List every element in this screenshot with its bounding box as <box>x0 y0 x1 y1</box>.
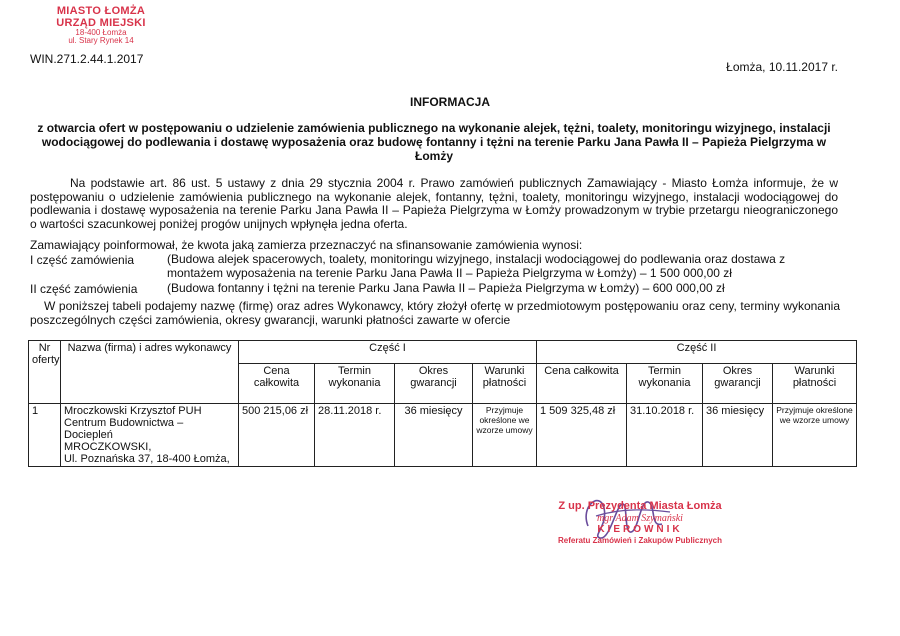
cell-p1-warranty: 36 miesięcy <box>395 404 473 467</box>
signature-stamp-line: Z up. Prezydenta Miasta Łomża <box>558 500 722 512</box>
stamp-line: URZĄD MIEJSKI <box>56 16 146 29</box>
contractor-line: Ul. Poznańska 37, 18-400 Łomża, <box>64 453 230 465</box>
header-part1: Część I <box>239 341 537 364</box>
document-date: Łomża, 10.11.2017 r. <box>726 60 838 74</box>
table-header-row <box>29 341 857 364</box>
signature-stamp <box>540 500 740 545</box>
document-subject: z otwarcia ofert w postępowaniu o udzielenie zamówienia publicznego na wykonanie alejek, tężni, toalety, monitoringu wizyjnego, instalacji wodociągowej do podlewania i dostawę wyposażenia oraz budowę fontanny i tężni na terenie Parku Jana Pawła II – Papieża Pielgrzyma w Łomży <box>37 121 831 163</box>
header-p1-price: Cena całkowita <box>239 364 315 404</box>
header-contractor: Nazwa (firma) i adres wykonawcy <box>61 341 239 404</box>
header-p1-term: Termin wykonania <box>315 364 395 404</box>
header-part2: Część II <box>537 341 857 364</box>
header-p2-warranty: Okres gwarancji <box>703 364 773 404</box>
header-p2-term: Termin wykonania <box>627 364 703 404</box>
signature-stamp-line: KIEROWNIK <box>597 524 683 536</box>
cell-offer-number: 1 <box>29 404 61 467</box>
cell-p2-warranty: 36 miesięcy <box>703 404 773 467</box>
signature-stamp-line: mgr Adam Szymański <box>597 512 683 524</box>
header-p2-payment: Warunki płatności <box>773 364 857 404</box>
cell-p1-term: 28.11.2018 r. <box>315 404 395 467</box>
cell-p2-price: 1 509 325,48 zł <box>537 404 627 467</box>
table-intro-paragraph: W poniższej tabeli podajemy nazwę (firmę) oraz adres Wykonawcy, który złożył ofertę w przedmiotowym postępowaniu oraz ceny, terminy wykonania poszczególnych części zamówienia, okresy gwarancji, warunki płatności zawarte w ofercie <box>30 299 840 327</box>
part1-description: (Budowa alejek spacerowych, toalety, monitoringu wizyjnego, instalacji wodociągowej do podlewania oraz dostawa z montażem wyposażenia na terenie Parku Jana Pawła II – Papieża Pielgrzyma w Łomży) – 1 500 000,00 zł <box>167 252 786 280</box>
intro-paragraph: Na podstawie art. 86 ust. 5 ustawy z dnia 29 stycznia 2004 r. Prawo zamówień publicznych Zamawiający - Miasto Łomża informuje, że w postępowaniu o udzielenie zamówienia publicznego na wykonanie alejek, fontanny, tężni, toalety, monitoringu wizyjnego, instalacji wodociągowej do podlewania i dostawę wyposażenia na terenie Parku Jana Pawła II – Papieża Pielgrzyma w Łomży prowadzonym w trybie przetargu nieograniczonego o wartości szacunkowej poniżej progów unijnych wpłynęła jedna oferta. <box>30 176 838 231</box>
part2-label: II część zamówienia <box>30 282 138 296</box>
signature-stamp-line: Referatu Zamówień i Zakupów Publicznych <box>557 535 723 545</box>
office-stamp <box>40 6 162 46</box>
cell-p2-term: 31.10.2018 r. <box>627 404 703 467</box>
stamp-line: MIASTO ŁOMŻA <box>56 5 146 17</box>
header-offer-number: Nr oferty <box>29 341 61 404</box>
part2-description: (Budowa fontanny i tężni na terenie Parku Jana Pawła II – Papieża Pielgrzyma w Łomży) – 600 000,00 zł <box>167 281 725 295</box>
header-p1-warranty: Okres gwarancji <box>395 364 473 404</box>
offers-table <box>28 340 857 467</box>
cell-p1-payment: Przyjmuje określone we wzorze umowy <box>473 404 537 467</box>
part1-label: I część zamówienia <box>30 253 135 267</box>
contractor-line: Mroczkowski Krzysztof PUH <box>64 405 202 417</box>
cell-p2-payment: Przyjmuje określone we wzorze umowy <box>773 404 857 467</box>
funding-intro: Zamawiający poinformował, że kwota jaką zamierza przeznaczyć na sfinansowanie zamówienia wynosi: <box>30 238 583 252</box>
header-p1-payment: Warunki płatności <box>473 364 537 404</box>
reference-number: WIN.271.2.44.1.2017 <box>30 52 144 66</box>
stamp-line: ul. Stary Rynek 14 <box>68 36 134 46</box>
contractor-line: MROCZKOWSKI, <box>64 441 152 453</box>
stamp-line: 18-400 Łomża <box>75 28 127 38</box>
cell-p1-price: 500 215,06 zł <box>239 404 315 467</box>
document-title: INFORMACJA <box>410 95 490 109</box>
table-row <box>29 404 857 467</box>
cell-contractor <box>61 404 239 467</box>
contractor-line: Centrum Budownictwa – Dociepleń <box>64 417 184 441</box>
header-p2-price: Cena całkowita <box>537 364 627 404</box>
